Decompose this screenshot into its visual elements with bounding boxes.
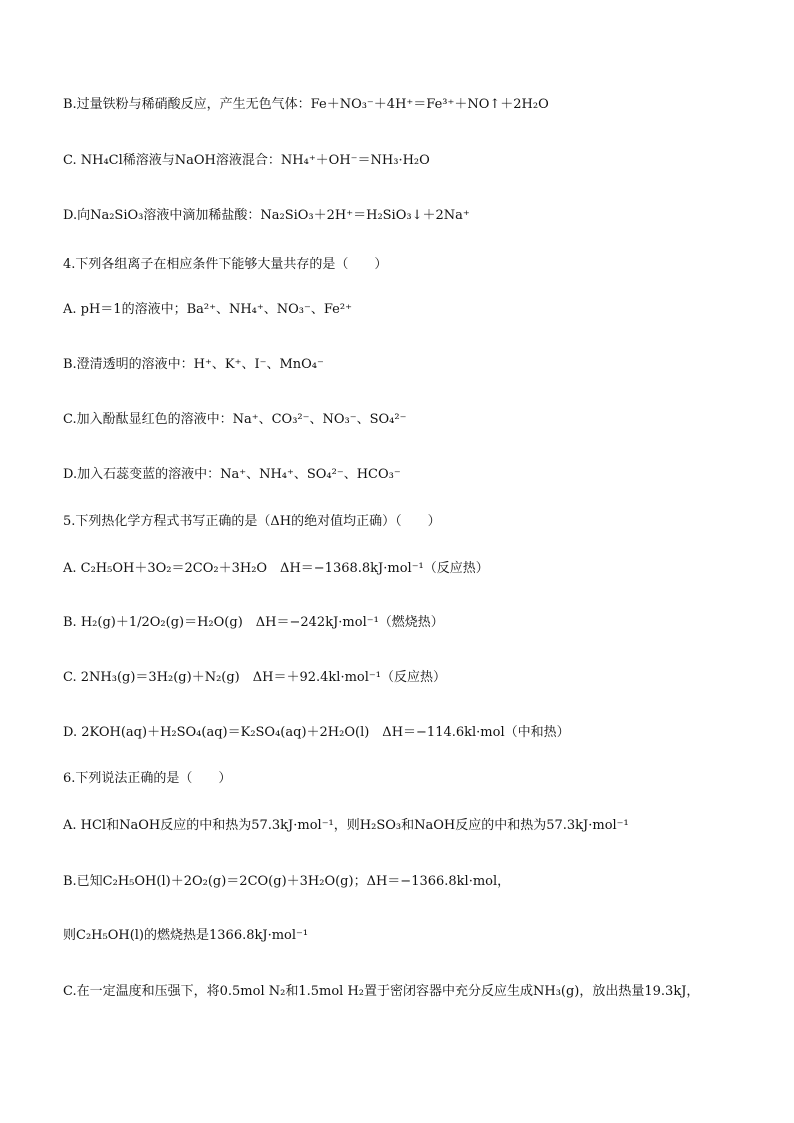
option-5c: C. 2NH₃(g)＝3H₂(g)＋N₂(g) ΔH＝＋92.4kl·mol⁻¹（反应热） bbox=[63, 670, 446, 685]
question-6: 6.下列说法正确的是（ ） bbox=[63, 771, 232, 786]
question-5: 5.下列热化学方程式书写正确的是（ΔH的绝对值均正确）（ ） bbox=[63, 514, 441, 529]
option-6a: A. HCl和NaOH反应的中和热为57.3kJ·mol⁻¹，则H₂SO₃和NaOH反应的中和热为57.3kJ·mol⁻¹ bbox=[63, 818, 629, 833]
option-4a: A. pH＝1的溶液中；Ba²⁺、NH₄⁺、NO₃⁻、Fe²⁺ bbox=[63, 302, 352, 317]
option-5a: A. C₂H₅OH＋3O₂＝2CO₂＋3H₂O ΔH＝−1368.8kJ·mol⁻¹（反应热） bbox=[63, 561, 489, 576]
option-4b: B.澄清透明的溶液中：H⁺、K⁺、I⁻、MnO₄⁻ bbox=[63, 357, 324, 372]
option-6b: B.已知C₂H₅OH(l)＋2O₂(g)＝2CO(g)＋3H₂O(g)；ΔH＝−1366.8kl·mol， bbox=[63, 874, 511, 889]
option-4d: D.加入石蕊变蓝的溶液中：Na⁺、NH₄⁺、SO₄²⁻、HCO₃⁻ bbox=[63, 467, 401, 482]
option-5d: D. 2KOH(aq)＋H₂SO₄(aq)＝K₂SO₄(aq)＋2H₂O(l) ΔH＝−114.6kl·mol（中和热） bbox=[63, 725, 570, 740]
option-5b: B. H₂(g)＋1/2O₂(g)＝H₂O(g) ΔH＝−242kJ·mol⁻¹（燃烧热） bbox=[63, 615, 444, 630]
option-6b-cont: 则C₂H₅OH(l)的燃烧热是1366.8kJ·mol⁻¹ bbox=[63, 928, 309, 943]
option-3d: D.向Na₂SiO₃溶液中滴加稀盐酸：Na₂SiO₃＋2H⁺＝H₂SiO₃↓＋2Na⁺ bbox=[63, 208, 470, 223]
option-6c: C.在一定温度和压强下，将0.5mol N₂和1.5mol H₂置于密闭容器中充分反应生成NH₃(g)，放出热量19.3kJ， bbox=[63, 984, 700, 999]
option-3b: B.过量铁粉与稀硝酸反应，产生无色气体：Fe＋NO₃⁻＋4H⁺＝Fe³⁺＋NO↑＋2H₂O bbox=[63, 97, 549, 112]
option-4c: C.加入酚酞显红色的溶液中：Na⁺、CO₃²⁻、NO₃⁻、SO₄²⁻ bbox=[63, 412, 407, 427]
option-3c: C. NH₄Cl稀溶液与NaOH溶液混合：NH₄⁺＋OH⁻＝NH₃·H₂O bbox=[63, 153, 430, 168]
question-4: 4.下列各组离子在相应条件下能够大量共存的是（ ） bbox=[63, 257, 388, 272]
